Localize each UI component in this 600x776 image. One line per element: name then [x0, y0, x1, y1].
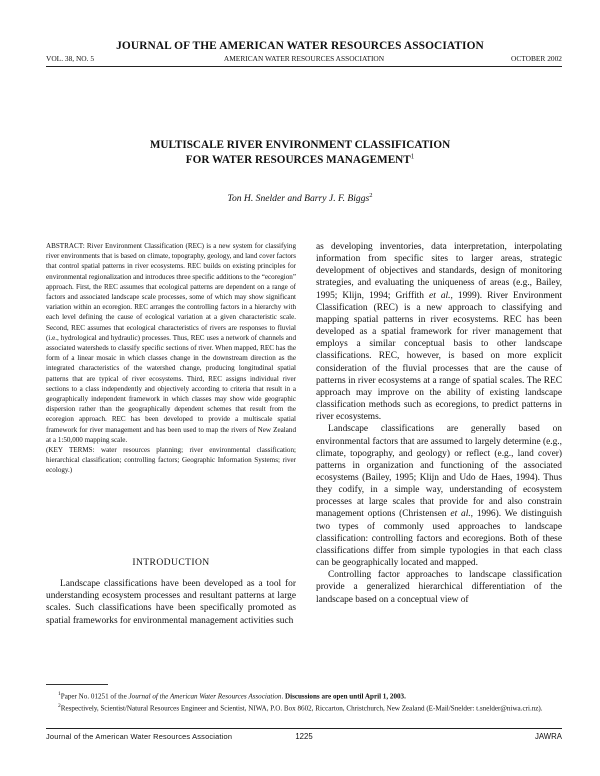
- abstract-text: ABSTRACT: River Environment Classification (REC) is a new system for classifying river environments that is based on climate, topography, geology, and land cover factors that control spatial patterns in river ecosystems. REC builds on existing principles for environmental regionalization and introduces three specific additions to the “ecoregion” approach. First, the REC assumes that ecological patterns are dependent on a range of factors and associated landscape scale processes, some of which may show significant variation within an ecoregion. REC arranges the controlling factors in a hierarchy with each level defining the cause of ecological variation at a given characteristic scale. Second, REC assumes that ecological characteristics of rivers are responses to fluvial (i.e., hydrological and hydraulic) processes. Thus, REC uses a network of channels and associated watersheds to classify specific sections of river. When mapped, REC has the form of a linear mosaic in which classes change in the downstream direction as the integrated characteristics of the watershed change, producing longitudinal spatial patterns that are typical of river ecosystems. Third, REC assigns individual river sections to a class independently and objectively according to criteria that result in a geographically independent framework in which classes may show wide geographic dispersion rather than the geographically dependent schemes that result from the ecoregion approach. REC has been developed to provide a multiscale spatial framework for river management and has been used to map the rivers of New Zealand at a 1:50,000 mapping scale.: [46, 242, 296, 444]
- authors: Ton H. Snelder and Barry J. F. Biggs$^2$: [227, 192, 373, 205]
- article-title: [0, 138, 600, 168]
- association-name: AMERICAN WATER RESOURCES ASSOCIATION: [223, 54, 385, 63]
- issue-date: OCTOBER 2002: [511, 54, 562, 63]
- footnote-1: $^1$Paper No. 01251 of the Journal of the American Water Resources Association. Discussions are open until April 1, 2003.: [58, 691, 406, 701]
- title-line-1: MULTISCALE RIVER ENVIRONMENT CLASSIFICATION: [149, 139, 451, 151]
- volume-issue: VOL. 38, NO. 5: [46, 54, 95, 63]
- footer-short-name: JAWRA: [535, 732, 562, 741]
- journal-title: JOURNAL OF THE AMERICAN WATER RESOURCES ASSOCIATION: [116, 40, 484, 52]
- title-footnote-mark: 1: [410, 152, 415, 161]
- title-line-2: FOR WATER RESOURCES MANAGEMENT$^1$: [185, 152, 415, 166]
- footer-journal-name: Journal of the American Water Resources Association: [46, 732, 233, 741]
- running-header-row: [46, 54, 562, 64]
- footnotes: [46, 689, 562, 714]
- footer-rule: [46, 728, 562, 729]
- right-column-body: [316, 241, 562, 606]
- body-paragraph-3: Controlling factor approaches to landscape classification provide a generalized hierarchical differentiation of the landscape based on a conceptual view of: [316, 570, 562, 605]
- intro-paragraph: Landscape classifications have been developed as a tool for understanding ecosystem processes and resultant patterns at large scales. Such classifications have been specifically promoted as spatial frameworks for environmental management activities such: [46, 579, 296, 626]
- abstract: [46, 241, 296, 476]
- footnote-2: $^2$Respectively, Scientist/Natural Resources Engineer and Scientist, NIWA, P.O. Box 8602, Riccarton, Christchurch, New Zealand (E-Mail/Snelder: t.snelder@niwa.cri.nz).: [58, 703, 543, 713]
- introduction-heading: INTRODUCTION: [132, 557, 210, 568]
- authors-footnote-mark: 2: [369, 192, 373, 199]
- body-paragraph-1: as developing inventories, data interpretation, interpolating information from specific sites to larger areas, strategic development of objectives and standards, design of monitoring strategies, and evaluating the uniqueness of areas (e.g., Bailey, 1995; Klijn, 1994; Griffith et al., 1999). River Environment Classification (REC) is a new approach to classifying and mapping spatial patterns in river ecosystems. REC has been developed as a spatial framework for river management that employs a similar conceptual basis to other landscape classifications. REC, however, is based on more explicit consideration of the fluvial processes that are the cause of patterns in river ecosystems at a range of spatial scales. The REC approach may improve on the ability of existing landscape classification methods such as ecoregions, to predict patterns in river ecosystems.: [316, 242, 563, 423]
- page-number: 1225: [295, 732, 313, 741]
- header-rule: [46, 66, 562, 67]
- footnote-rule: [46, 684, 108, 685]
- key-terms: (KEY TERMS: water resources planning; river environmental classification; hierarchical classification; controlling factors; Geographic Information Systems; river ecology.): [46, 446, 296, 475]
- page-footer: [46, 732, 562, 744]
- introduction-body: [46, 578, 296, 627]
- body-paragraph-2: Landscape classifications are generally based on environmental factors that are assumed to largely determine (e.g., climate, topography, and geology) or reflect (e.g., land cover) patterns in organization and functioning of the associated ecosystems (Bailey, 1995; Klijn and Udo de Haes, 1994). Thus they codify, in a simple way, understanding of ecosystem processes at large scales that provide for and also constrain management options (Christensen et al., 1996). We distinguish two types of commonly used approaches to landscape classification: controlling factors and ecoregions. Both of these classifications differ from simple typologies in that each class can be geographically located and mapped.: [316, 424, 562, 569]
